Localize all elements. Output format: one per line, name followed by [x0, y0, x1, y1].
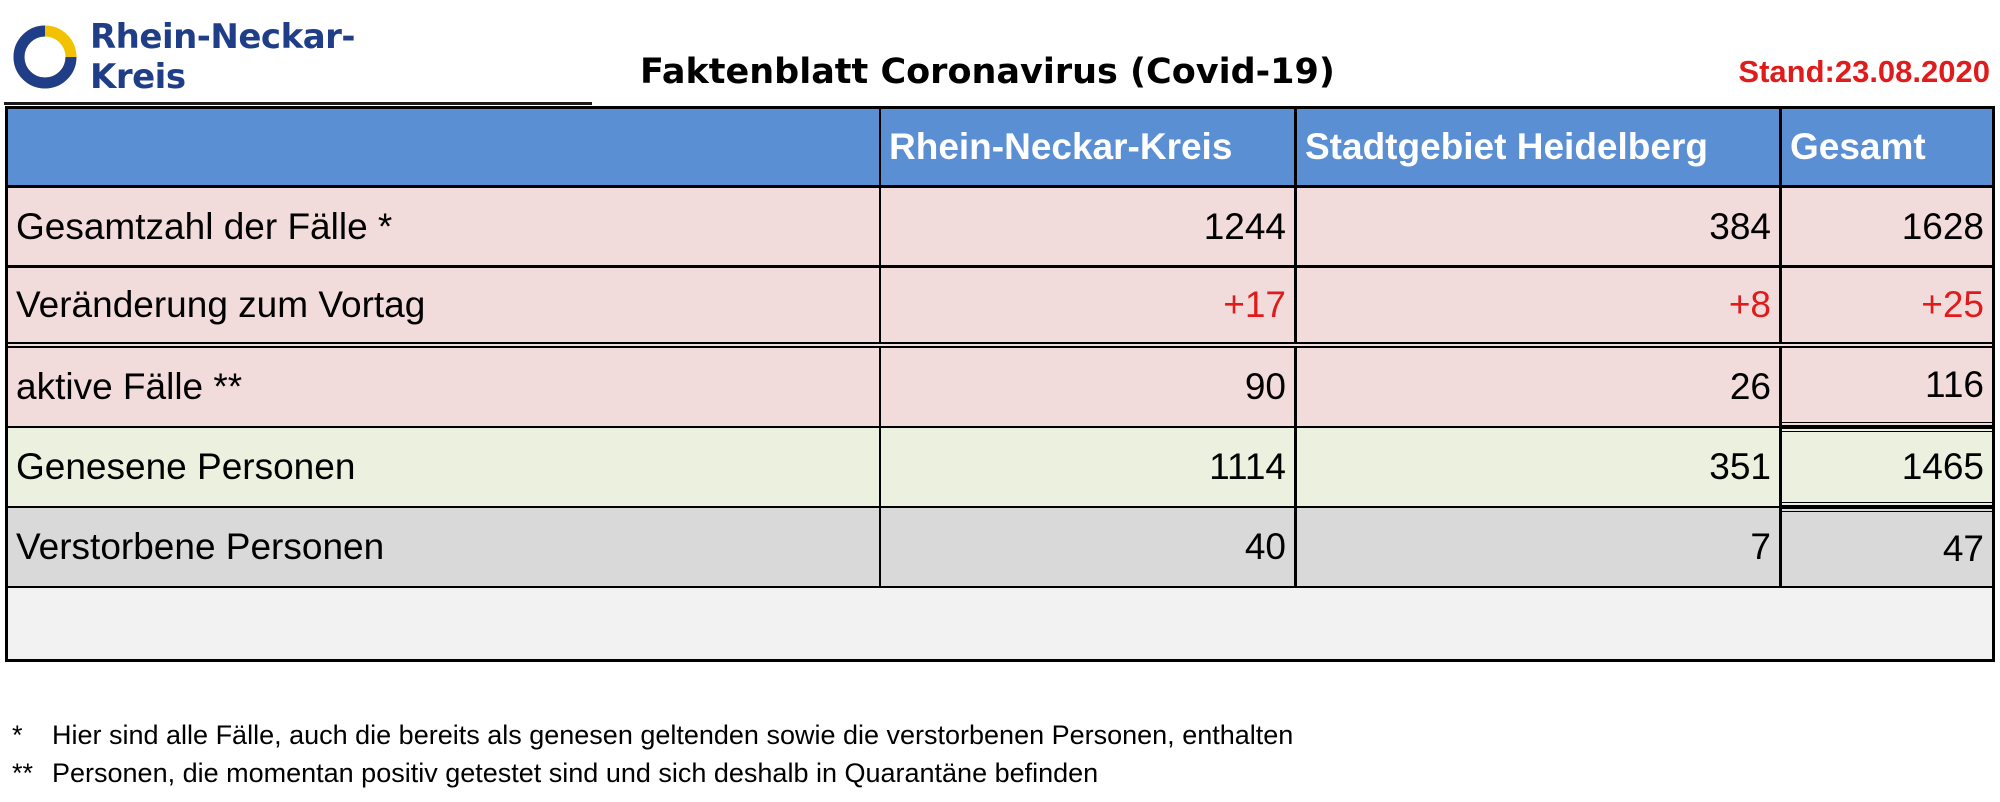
value-rnk: 1244: [881, 188, 1297, 265]
footnote-text: Hier sind alle Fälle, auch die bereits als genesen geltenden sowie die verstorbenen Personen, enthalten: [52, 720, 1294, 750]
value-heidelberg: 351: [1297, 428, 1782, 506]
value-heidelberg: 7: [1297, 508, 1782, 586]
footnote-mark: *: [12, 720, 23, 750]
row-label: Verstorbene Personen: [8, 508, 881, 586]
value-total: 47: [1782, 508, 1992, 586]
org-logo: [10, 17, 450, 97]
value-heidelberg: 26: [1297, 348, 1782, 426]
value-heidelberg: 384: [1297, 188, 1782, 265]
footnote-text: Personen, die momentan positiv getestet sind und sich deshalb in Quarantäne befinden: [52, 758, 1099, 788]
header-cell-gesamt: Gesamt: [1790, 126, 1926, 167]
footnotes: [12, 716, 1293, 792]
value-heidelberg: +8: [1297, 268, 1782, 342]
footnote-2: [12, 754, 1293, 792]
table-row-deceased: [8, 508, 1992, 588]
value-rnk: 40: [881, 508, 1297, 586]
table-row-change: [8, 268, 1992, 348]
facts-table: [5, 106, 1995, 662]
value-total: 1628: [1901, 205, 1984, 247]
table-row-total-cases: [8, 188, 1992, 268]
footnote-mark: **: [12, 758, 34, 788]
stand-date: Stand:23.08.2020: [1738, 54, 1990, 89]
row-label: Veränderung zum Vortag: [8, 268, 881, 342]
value-rnk: +17: [881, 268, 1297, 342]
value-total: +25: [1921, 284, 1984, 325]
row-label: Genesene Personen: [8, 428, 881, 506]
table-header-row: [8, 109, 1992, 188]
value-total: 116: [1782, 348, 1992, 426]
org-name: Rhein-Neckar-Kreis: [90, 17, 356, 97]
row-label: aktive Fälle **: [8, 348, 881, 426]
logo-ring-icon: [10, 22, 80, 92]
value-rnk: 1114: [881, 428, 1297, 506]
page-title: Faktenblatt Coronavirus (Covid-19): [640, 52, 1335, 92]
row-label: Gesamtzahl der Fälle *: [8, 188, 881, 265]
header-cell-rnk: Rhein-Neckar-Kreis: [881, 109, 1297, 185]
header-divider: [4, 102, 592, 105]
footnote-1: [12, 716, 1293, 754]
header-cell-empty: [8, 109, 881, 185]
table-row-active-cases: [8, 348, 1992, 428]
value-rnk: 90: [881, 348, 1297, 426]
value-total: 1465: [1782, 428, 1992, 506]
table-empty-row: [8, 588, 1992, 659]
table-row-recovered: [8, 428, 1992, 508]
header-cell-heidelberg: Stadtgebiet Heidelberg: [1297, 109, 1782, 185]
